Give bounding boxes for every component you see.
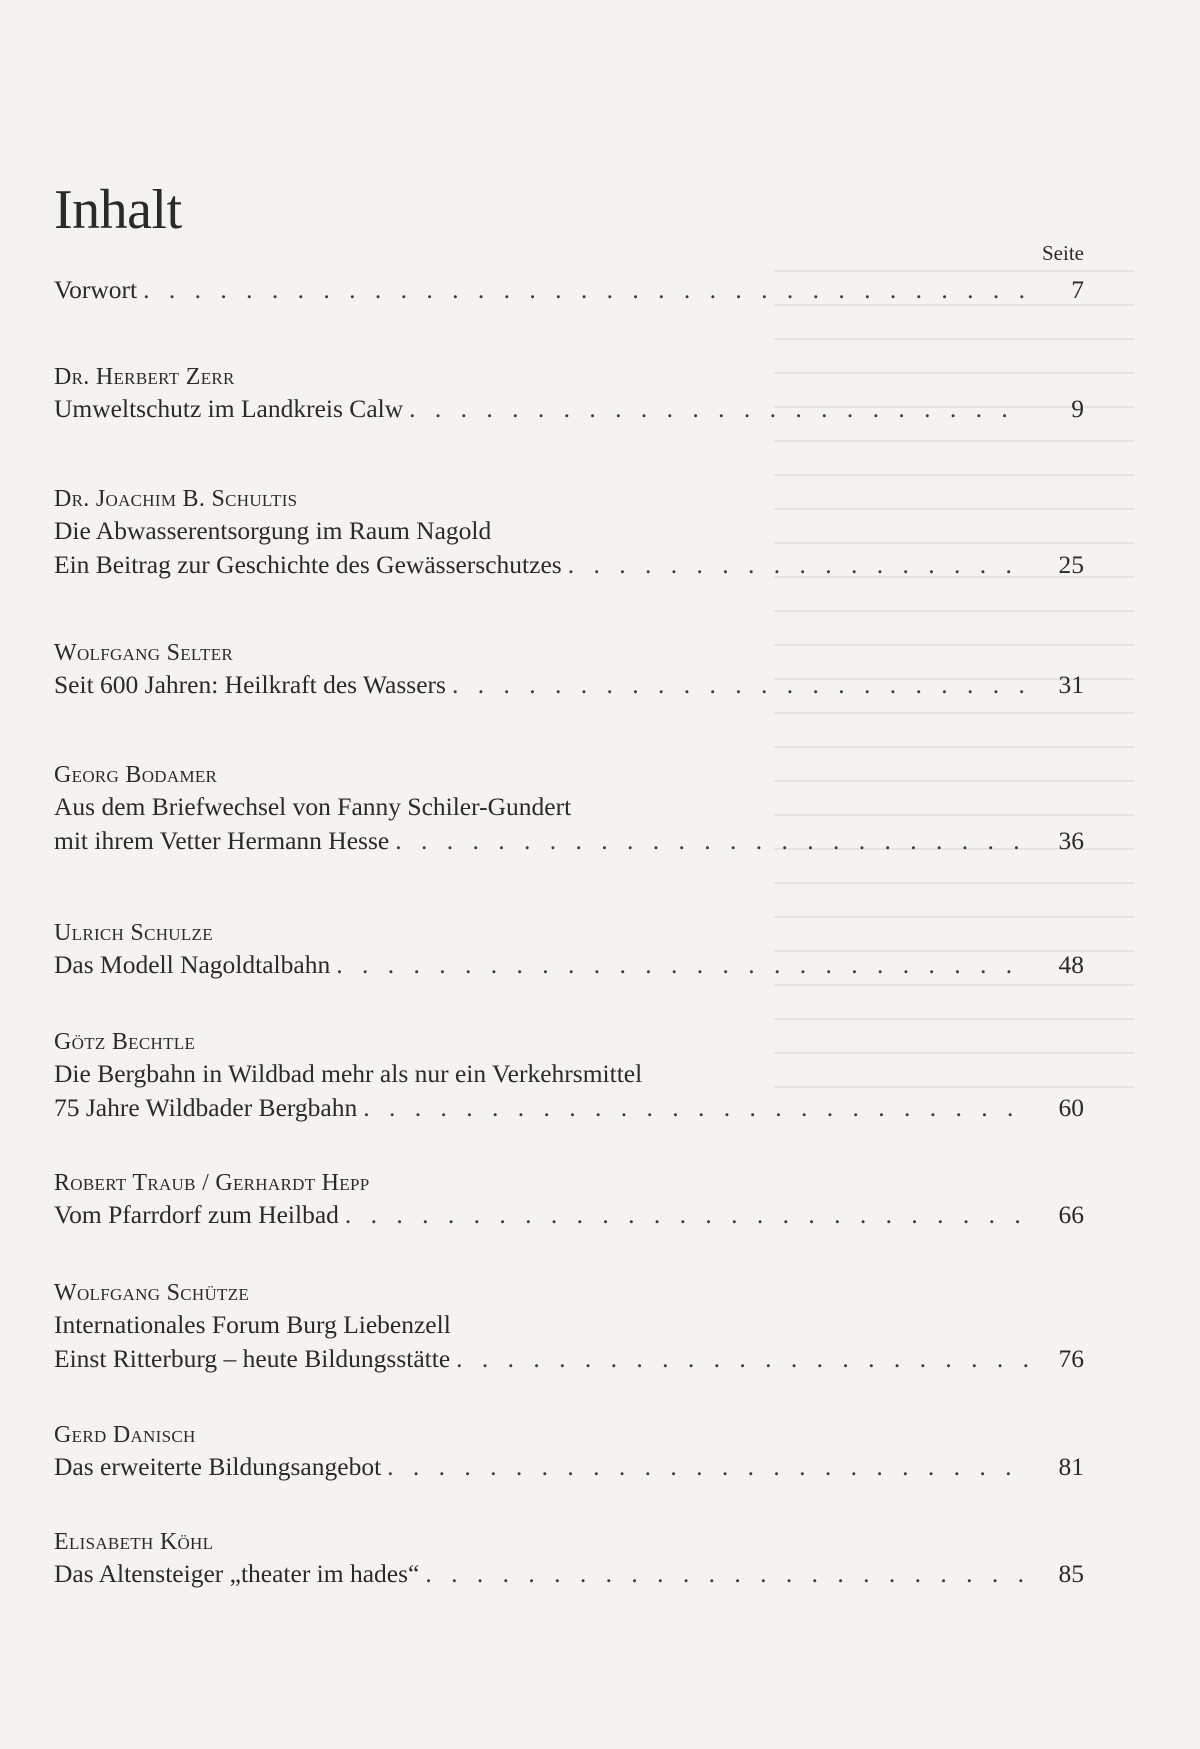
toc-line <box>54 548 1084 582</box>
page-number: 31 <box>1058 670 1084 699</box>
leader-dots <box>137 273 1028 307</box>
entry-title-line: Aus dem Briefwechsel von Fanny Schiler-Gundert <box>54 792 572 821</box>
leader-dots <box>381 1450 1028 1484</box>
toc-entry-vorwort <box>54 273 1084 307</box>
entry-title: Umweltschutz im Landkreis Calw <box>54 394 404 423</box>
toc-entry <box>54 1278 1084 1376</box>
toc-entry <box>54 1420 1084 1484</box>
toc-page <box>54 0 1084 1749</box>
page-number: 36 <box>1058 826 1084 855</box>
entry-title: Das Altensteiger „theater im hades“ <box>54 1559 420 1588</box>
entry-title: Seit 600 Jahren: Heilkraft des Wassers <box>54 670 446 699</box>
leader-dots <box>446 668 1028 702</box>
toc-line <box>54 1450 1084 1484</box>
page-number: 85 <box>1058 1559 1084 1588</box>
toc-entry <box>54 918 1084 982</box>
toc-entry <box>54 638 1084 702</box>
page-number: 66 <box>1058 1200 1084 1229</box>
entry-author: Gerd Danisch <box>54 1422 196 1448</box>
entry-title-line: Die Abwasserentsorgung im Raum Nagold <box>54 516 492 545</box>
entry-title-line: Die Bergbahn in Wildbad mehr als nur ein Verkehrsmittel <box>54 1059 643 1088</box>
entry-title: Das erweiterte Bildungsangebot <box>54 1452 382 1481</box>
entry-author: Elisabeth Köhl <box>54 1529 214 1555</box>
toc-line <box>54 948 1084 982</box>
toc-entry <box>54 484 1084 582</box>
entry-author: Georg Bodamer <box>54 762 218 788</box>
toc-line <box>54 1198 1084 1232</box>
page-number: 25 <box>1058 550 1084 579</box>
toc-line <box>54 392 1084 426</box>
entry-author: Wolfgang Selter <box>54 640 234 666</box>
entry-author: Dr. Joachim B. Schultis <box>54 486 298 512</box>
page-column-label: Seite <box>1042 241 1084 265</box>
entry-title: Vorwort <box>54 275 138 304</box>
entry-title-line: Internationales Forum Burg Liebenzell <box>54 1310 451 1339</box>
entry-author: Ulrich Schulze <box>54 920 213 946</box>
page-number: 60 <box>1058 1093 1084 1122</box>
leader-dots <box>562 548 1028 582</box>
toc-line <box>54 1091 1084 1125</box>
entry-title: 75 Jahre Wildbader Bergbahn <box>54 1093 358 1122</box>
page-number: 76 <box>1058 1344 1084 1373</box>
entry-title: Einst Ritterburg – heute Bildungsstätte <box>54 1344 451 1373</box>
toc-line <box>54 668 1084 702</box>
toc-entry <box>54 1168 1084 1232</box>
entry-author: Dr. Herbert Zerr <box>54 364 235 390</box>
leader-dots <box>357 1091 1028 1125</box>
entry-author: Götz Bechtle <box>54 1029 196 1055</box>
toc-entry <box>54 760 1084 858</box>
leader-dots <box>330 948 1028 982</box>
entry-title: Vom Pfarrdorf zum Heilbad <box>54 1200 339 1229</box>
page-number: 81 <box>1058 1452 1084 1481</box>
page-number: 9 <box>1071 394 1084 423</box>
entry-title: mit ihrem Vetter Hermann Hesse <box>54 826 390 855</box>
toc-line <box>54 1342 1084 1376</box>
toc-entry <box>54 1027 1084 1125</box>
entry-title: Das Modell Nagoldtalbahn <box>54 950 331 979</box>
toc-line <box>54 273 1084 307</box>
toc-line <box>54 1557 1084 1591</box>
leader-dots <box>419 1557 1028 1591</box>
page-title: Inhalt <box>54 179 182 241</box>
page-number: 7 <box>1071 275 1084 304</box>
leader-dots <box>450 1342 1028 1376</box>
toc-line <box>54 824 1084 858</box>
leader-dots <box>339 1198 1028 1232</box>
leader-dots <box>403 392 1028 426</box>
leader-dots <box>389 824 1028 858</box>
entry-author: Robert Traub / Gerhardt Hepp <box>54 1170 370 1196</box>
entry-title: Ein Beitrag zur Geschichte des Gewässerschutzes <box>54 550 562 579</box>
entry-author: Wolfgang Schütze <box>54 1280 250 1306</box>
page-number: 48 <box>1058 950 1084 979</box>
toc-entry <box>54 362 1084 426</box>
toc-entry <box>54 1527 1084 1591</box>
